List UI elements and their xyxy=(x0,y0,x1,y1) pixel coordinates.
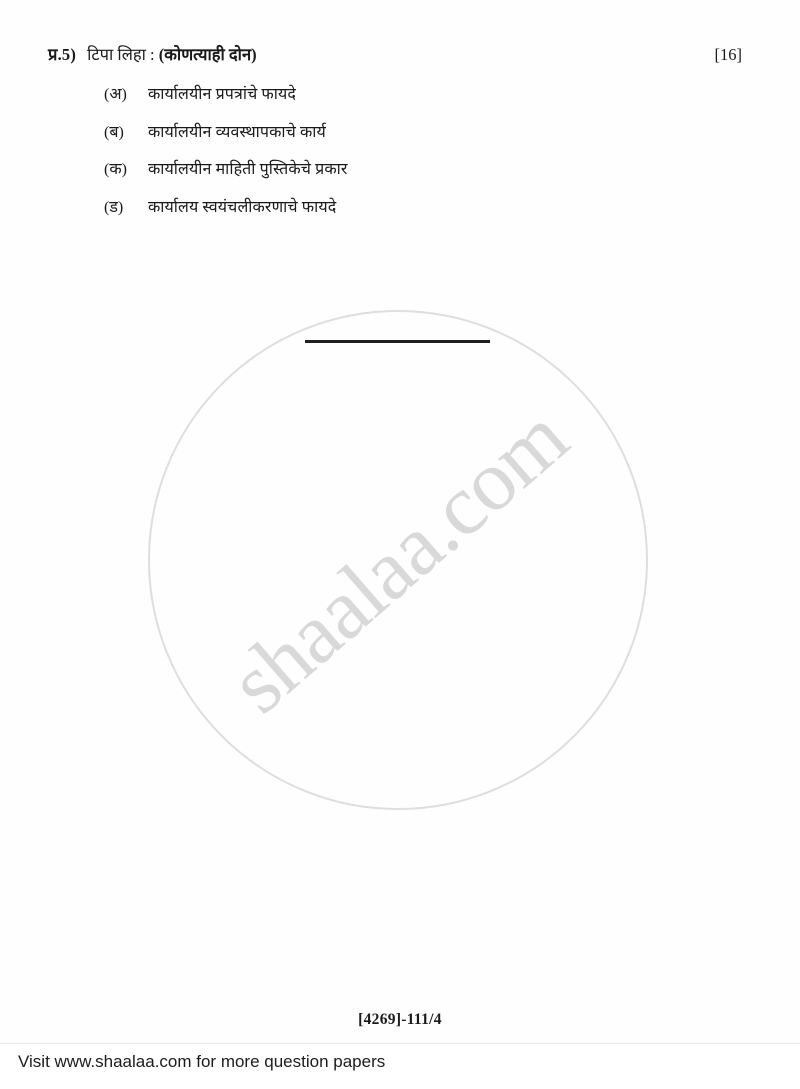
sub-question-text: कार्यालय स्वयंचलीकरणाचे फायदे xyxy=(148,198,337,216)
sub-question-label: (अ) xyxy=(104,86,127,103)
sub-question-list xyxy=(0,82,800,217)
list-item xyxy=(104,195,800,217)
question-marks: [16] xyxy=(714,45,742,64)
horizontal-rule xyxy=(305,340,490,343)
footer-divider xyxy=(0,1043,800,1044)
sub-question-text: कार्यालयीन व्यवस्थापकाचे कार्य xyxy=(148,123,326,141)
list-item xyxy=(104,120,800,142)
question-prompt xyxy=(87,42,257,65)
sub-question-label: (ड) xyxy=(104,198,124,216)
sub-question-text: कार्यालयीन माहिती पुस्तिकेचे प्रकार xyxy=(148,161,348,178)
watermark xyxy=(148,310,648,810)
question-prompt-plain: टिपा लिहा : xyxy=(87,45,159,64)
paper-code: [4269]-111/4 xyxy=(358,1011,442,1028)
sub-question-text: कार्यालयीन प्रपत्रांचे फायदे xyxy=(148,86,296,103)
sub-question-label: (क) xyxy=(104,161,127,178)
question-number: प्र.5) xyxy=(48,45,77,64)
footer-note: Visit www.shaalaa.com for more question papers xyxy=(18,1052,386,1071)
question-block xyxy=(0,42,800,232)
list-item xyxy=(104,82,800,104)
watermark-circle xyxy=(148,310,648,810)
list-item xyxy=(104,157,800,179)
footer-bar xyxy=(0,1043,800,1089)
question-heading xyxy=(0,42,800,65)
question-prompt-bold: (कोणत्याही दोन) xyxy=(158,45,257,64)
sub-question-label: (ब) xyxy=(104,123,124,141)
watermark-label: shaalaa.com xyxy=(211,388,585,732)
